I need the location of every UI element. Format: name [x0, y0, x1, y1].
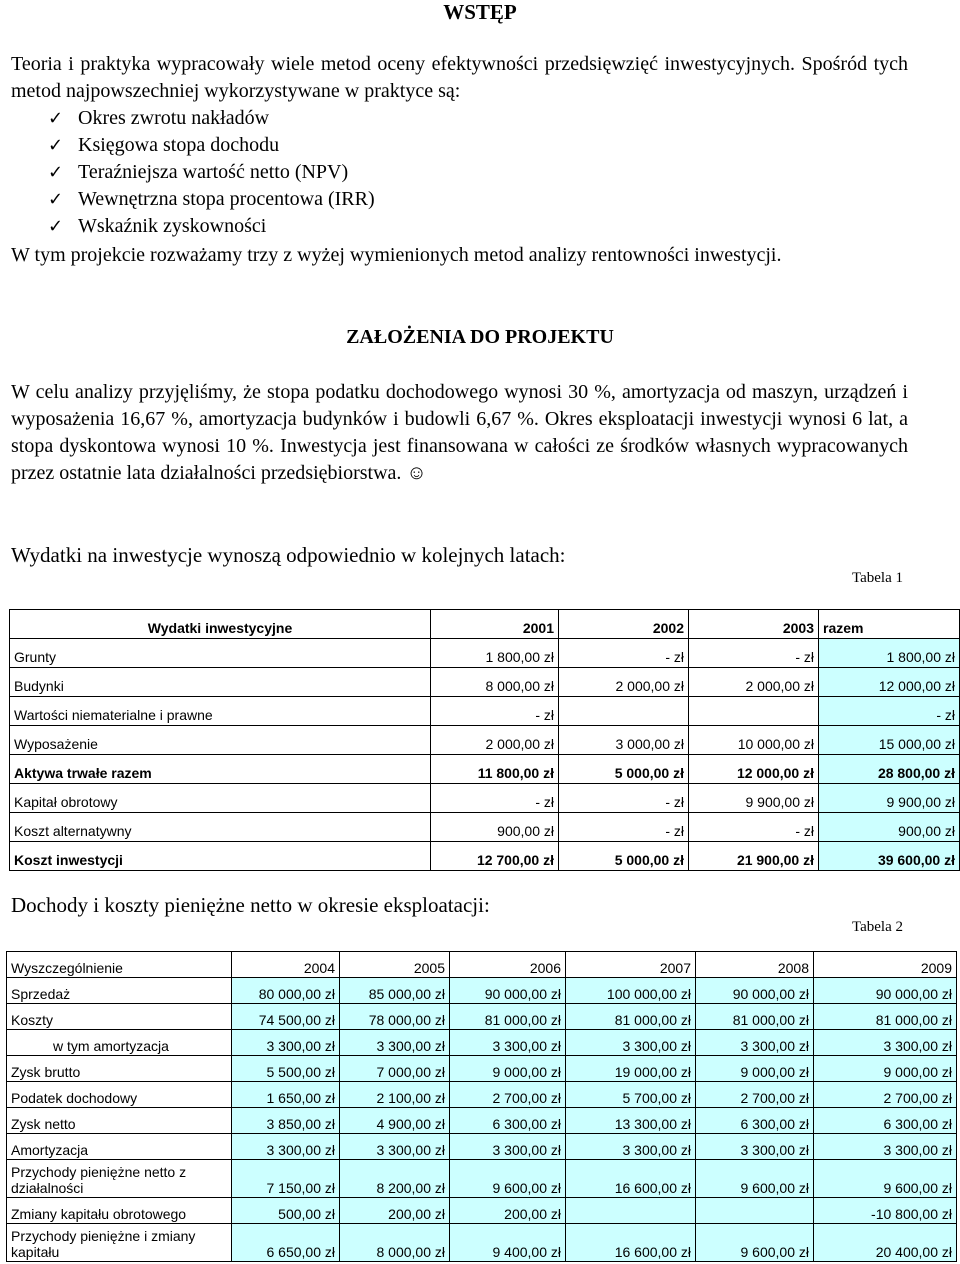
table2-value-cell: 20 400,00 zł: [814, 1224, 957, 1262]
table1-value-cell: [689, 697, 819, 726]
assumptions-text: W celu analizy przyjęliśmy, że stopa podatku dochodowego wynosi 30 %, amortyzacja od maszyn, urządzeń i wyposażenia 16,67 %, amortyzacja budynków i budowli 6,67 %. Okres eksploatacji inwestycji wynosi 6 lat, a stopa dyskontowa wynosi 10 %. Inwestycja jest finansowana w całości ze środków własnych wypracowanych przez ostatnie lata działalności przedsiębiorstwa. ☺: [11, 381, 908, 484]
table1-value-cell: 2 000,00 zł: [559, 668, 689, 697]
table2-value-cell: 2 100,00 zł: [340, 1082, 450, 1108]
table2-value-cell: 9 000,00 zł: [450, 1056, 566, 1082]
table2-value-cell: 500,00 zł: [232, 1198, 340, 1224]
table2-header-cell: 2009: [814, 952, 957, 978]
table2-header-cell: 2007: [566, 952, 696, 978]
table1-value-cell: 3 000,00 zł: [559, 726, 689, 755]
table2-value-cell: 9 600,00 zł: [696, 1160, 814, 1198]
table1-row-label: Grunty: [10, 639, 431, 668]
checkmark-icon: ✓: [48, 189, 64, 210]
table1-row-label: Wartości niematerialne i prawne: [10, 697, 431, 726]
table2-row: [7, 1224, 957, 1262]
table2-value-cell: 200,00 zł: [450, 1198, 566, 1224]
table2-value-cell: 85 000,00 zł: [340, 978, 450, 1004]
table2-row: [7, 1108, 957, 1134]
checkmark-icon: ✓: [48, 162, 64, 183]
table2-header-row: [7, 952, 957, 978]
table1-value-cell: 39 600,00 zł: [819, 842, 960, 871]
table2-value-cell: 6 300,00 zł: [814, 1108, 957, 1134]
checkmark-icon: ✓: [48, 216, 64, 237]
checkmark-icon: ✓: [48, 135, 64, 156]
table2-value-cell: 1 650,00 zł: [232, 1082, 340, 1108]
table2-value-cell: 13 300,00 zł: [566, 1108, 696, 1134]
table2-value-cell: 90 000,00 zł: [696, 978, 814, 1004]
table1-value-cell: 9 900,00 zł: [689, 784, 819, 813]
table1-value-cell: 11 800,00 zł: [431, 755, 559, 784]
table2-row: [7, 1030, 957, 1056]
table2-value-cell: 3 300,00 zł: [450, 1134, 566, 1160]
table1-value-cell: - zł: [559, 784, 689, 813]
table2-value-cell: 8 000,00 zł: [340, 1224, 450, 1262]
table2-label: Tabela 2: [852, 919, 904, 935]
table1-value-cell: 2 000,00 zł: [431, 726, 559, 755]
table1-value-cell: 12 000,00 zł: [689, 755, 819, 784]
table2-row-label: Zmiany kapitału obrotowego: [7, 1198, 232, 1224]
table2-value-cell: -10 800,00 zł: [814, 1198, 957, 1224]
table1-value-cell: [559, 697, 689, 726]
table2-value-cell: 3 300,00 zł: [566, 1134, 696, 1160]
table2-row-label: Przychody pieniężne i zmiany kapitału: [7, 1224, 232, 1262]
table2-value-cell: 3 300,00 zł: [340, 1030, 450, 1056]
table2-value-cell: 9 600,00 zł: [814, 1160, 957, 1198]
table1-row: [10, 639, 960, 668]
method-label: Wskaźnik zyskowności: [78, 215, 267, 237]
table1-value-cell: 12 700,00 zł: [431, 842, 559, 871]
method-label: Teraźniejsza wartość netto (NPV): [78, 161, 349, 183]
table1-value-cell: 1 800,00 zł: [431, 639, 559, 668]
table2-value-cell: 90 000,00 zł: [814, 978, 957, 1004]
table2-value-cell: 3 300,00 zł: [232, 1030, 340, 1056]
method-item: [48, 186, 375, 213]
table1-value-cell: - zł: [819, 697, 960, 726]
table1-row: [10, 668, 960, 697]
table2-value-cell: 81 000,00 zł: [566, 1004, 696, 1030]
table2-value-cell: 80 000,00 zł: [232, 978, 340, 1004]
checkmark-icon: ✓: [48, 108, 64, 129]
table2-row: [7, 1056, 957, 1082]
table2-value-cell: 9 000,00 zł: [814, 1056, 957, 1082]
table1-header-cell: 2001: [431, 610, 559, 639]
method-label: Księgowa stopa dochodu: [78, 134, 280, 156]
table1-intro: Wydatki na inwestycje wynoszą odpowiednio w kolejnych latach:: [11, 543, 566, 567]
table1-value-cell: 2 000,00 zł: [689, 668, 819, 697]
table2-value-cell: 3 300,00 zł: [814, 1134, 957, 1160]
table1-label: Tabela 1: [852, 570, 904, 586]
table1-row: [10, 784, 960, 813]
table2-value-cell: 78 000,00 zł: [340, 1004, 450, 1030]
table2-value-cell: 9 000,00 zł: [696, 1056, 814, 1082]
table2-value-cell: 19 000,00 zł: [566, 1056, 696, 1082]
table2-value-cell: 3 300,00 zł: [696, 1030, 814, 1056]
table1-value-cell: - zł: [689, 813, 819, 842]
table2-row: [7, 1082, 957, 1108]
table1-value-cell: 5 000,00 zł: [559, 842, 689, 871]
table1-value-cell: 12 000,00 zł: [819, 668, 960, 697]
table1-value-cell: - zł: [431, 784, 559, 813]
table1-row-label: Budynki: [10, 668, 431, 697]
intro-text: Teoria i praktyka wypracowały wiele metod oceny efektywności przedsięwzięć inwestycyjnych. Spośród tych metod najpowszechniej wykorzystywane w praktyce są:: [11, 53, 908, 102]
table1-value-cell: 28 800,00 zł: [819, 755, 960, 784]
table2-row: [7, 978, 957, 1004]
table2-header-cell: 2005: [340, 952, 450, 978]
table2-value-cell: 9 400,00 zł: [450, 1224, 566, 1262]
table1-header-cell: 2002: [559, 610, 689, 639]
table2-value-cell: 4 900,00 zł: [340, 1108, 450, 1134]
table1-value-cell: - zł: [559, 639, 689, 668]
table1-value-cell: 10 000,00 zł: [689, 726, 819, 755]
method-label: Wewnętrzna stopa procentowa (IRR): [78, 188, 375, 210]
table1-value-cell: 8 000,00 zł: [431, 668, 559, 697]
table2-row-label: Zysk netto: [7, 1108, 232, 1134]
table1-row-label: Kapitał obrotowy: [10, 784, 431, 813]
method-item: [48, 105, 375, 132]
table1-row-label: Koszt inwestycji: [10, 842, 431, 871]
table2-value-cell: 6 300,00 zł: [450, 1108, 566, 1134]
table2-row-label: Zysk brutto: [7, 1056, 232, 1082]
table2-value-cell: 2 700,00 zł: [696, 1082, 814, 1108]
method-label: Okres zwrotu nakładów: [78, 107, 270, 129]
method-item: [48, 132, 375, 159]
table2-row: [7, 1160, 957, 1198]
table1-row-label: Koszt alternatywny: [10, 813, 431, 842]
table1-value-cell: 1 800,00 zł: [819, 639, 960, 668]
table1-header-cell: razem: [819, 610, 960, 639]
table1-header-cell: Wydatki inwestycyjne: [10, 610, 431, 639]
table2-value-cell: 16 600,00 zł: [566, 1224, 696, 1262]
table2-value-cell: 81 000,00 zł: [696, 1004, 814, 1030]
table2-value-cell: 100 000,00 zł: [566, 978, 696, 1004]
table1-row: [10, 813, 960, 842]
table2-row-label: Podatek dochodowy: [7, 1082, 232, 1108]
intro-paragraph: [11, 51, 908, 105]
table2-row: [7, 1134, 957, 1160]
table2-value-cell: 9 600,00 zł: [696, 1224, 814, 1262]
table1-header-cell: 2003: [689, 610, 819, 639]
method-item: [48, 213, 375, 240]
table2-value-cell: 90 000,00 zł: [450, 978, 566, 1004]
table2-value-cell: 81 000,00 zł: [814, 1004, 957, 1030]
table2-value-cell: 7 150,00 zł: [232, 1160, 340, 1198]
table1-row: [10, 697, 960, 726]
method-item: [48, 159, 375, 186]
table2-value-cell: 74 500,00 zł: [232, 1004, 340, 1030]
table1-row: [10, 755, 960, 784]
table1-row-label: Wyposażenie: [10, 726, 431, 755]
table2-value-cell: 8 200,00 zł: [340, 1160, 450, 1198]
table2-value-cell: 6 300,00 zł: [696, 1108, 814, 1134]
table2-value-cell: 81 000,00 zł: [450, 1004, 566, 1030]
table2-value-cell: 2 700,00 zł: [450, 1082, 566, 1108]
table2-row-label: w tym amortyzacja: [7, 1030, 232, 1056]
table1-header-row: [10, 610, 960, 639]
table2-header-cell: Wyszczególnienie: [7, 952, 232, 978]
table2-value-cell: 200,00 zł: [340, 1198, 450, 1224]
table2-value-cell: 16 600,00 zł: [566, 1160, 696, 1198]
intro-conclusion: W tym projekcie rozważamy trzy z wyżej wymienionych metod analizy rentowności inwestycji.: [11, 244, 782, 266]
investment-expenses-table: [9, 609, 960, 871]
table1-value-cell: 15 000,00 zł: [819, 726, 960, 755]
table1-value-cell: - zł: [559, 813, 689, 842]
table1-row: [10, 726, 960, 755]
table1-value-cell: 900,00 zł: [819, 813, 960, 842]
table2-value-cell: 5 700,00 zł: [566, 1082, 696, 1108]
methods-list: [48, 105, 375, 240]
intro-title: WSTĘP: [443, 0, 517, 24]
table2-row-label: Koszty: [7, 1004, 232, 1030]
table2-value-cell: 3 300,00 zł: [450, 1030, 566, 1056]
table2-value-cell: 3 300,00 zł: [696, 1134, 814, 1160]
table2-value-cell: 6 650,00 zł: [232, 1224, 340, 1262]
table2-value-cell: 9 600,00 zł: [450, 1160, 566, 1198]
table2-row: [7, 1004, 957, 1030]
table1-value-cell: - zł: [431, 697, 559, 726]
table1-value-cell: 900,00 zł: [431, 813, 559, 842]
table1-value-cell: 5 000,00 zł: [559, 755, 689, 784]
table2-value-cell: 3 300,00 zł: [814, 1030, 957, 1056]
table2-header-cell: 2006: [450, 952, 566, 978]
table2-value-cell: 3 300,00 zł: [232, 1134, 340, 1160]
table2-value-cell: 3 850,00 zł: [232, 1108, 340, 1134]
table2-row: [7, 1198, 957, 1224]
table2-value-cell: [696, 1198, 814, 1224]
table2-header-cell: 2008: [696, 952, 814, 978]
table2-value-cell: 3 300,00 zł: [566, 1030, 696, 1056]
table1-row: [10, 842, 960, 871]
table2-value-cell: 2 700,00 zł: [814, 1082, 957, 1108]
table1-row-label: Aktywa trwałe razem: [10, 755, 431, 784]
table2-intro: Dochody i koszty pieniężne netto w okresie eksploatacji:: [11, 893, 490, 917]
table2-value-cell: 7 000,00 zł: [340, 1056, 450, 1082]
table2-row-label: Amortyzacja: [7, 1134, 232, 1160]
table1-value-cell: 9 900,00 zł: [819, 784, 960, 813]
table1-value-cell: 21 900,00 zł: [689, 842, 819, 871]
table2-value-cell: [566, 1198, 696, 1224]
table2-value-cell: 5 500,00 zł: [232, 1056, 340, 1082]
table2-row-label: Przychody pieniężne netto z działalności: [7, 1160, 232, 1198]
table2-header-cell: 2004: [232, 952, 340, 978]
cash-flow-table: [6, 951, 957, 1262]
assumptions-title: ZAŁOŻENIA DO PROJEKTU: [346, 326, 614, 348]
table2-value-cell: 3 300,00 zł: [340, 1134, 450, 1160]
table1-value-cell: - zł: [689, 639, 819, 668]
table2-row-label: Sprzedaż: [7, 978, 232, 1004]
